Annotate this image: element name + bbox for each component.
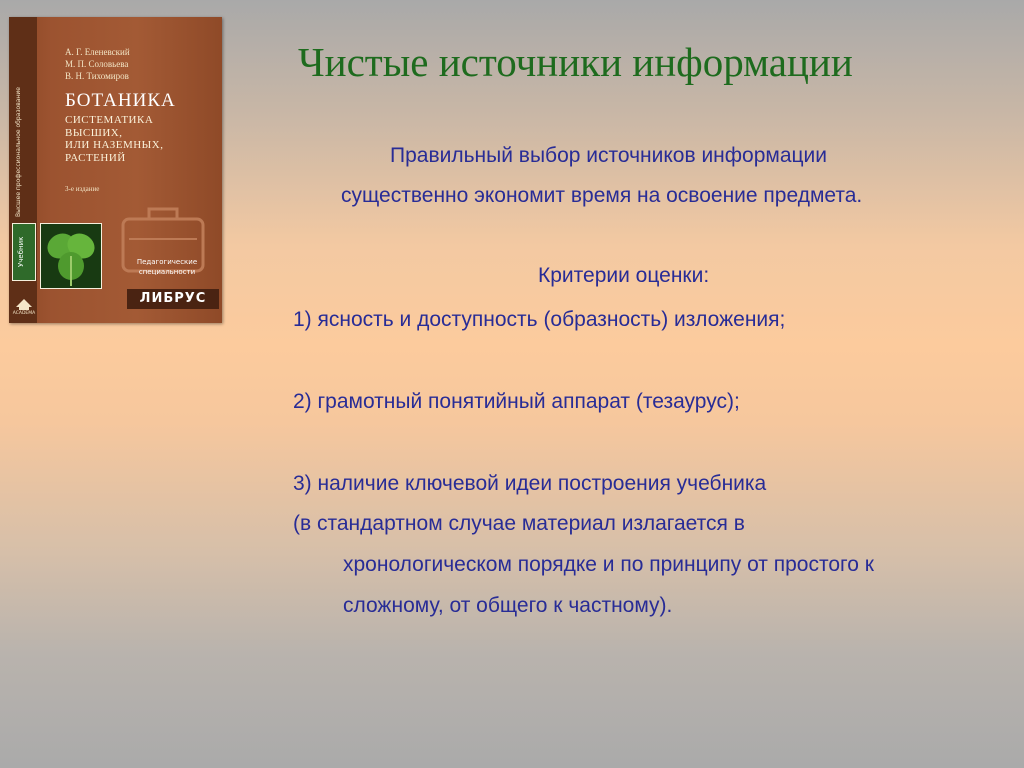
note-line: (в стандартном случае материал излагается в (293, 512, 745, 535)
criteria-item: 2) грамотный понятийный аппарат (тезаурус); (293, 390, 740, 413)
book-author: А. Г. Еленевский (65, 47, 130, 57)
book-spine-text: Высшее профессиональное образование (15, 87, 22, 217)
intro-line: Правильный выбор источников информации (390, 144, 828, 167)
clover-leaf-icon (40, 223, 102, 289)
book-subtitle-line: РАСТЕНИЙ (65, 151, 126, 164)
criteria-heading: Критерии оценки: (538, 264, 710, 287)
book-series (117, 257, 217, 277)
book-authors (65, 46, 215, 82)
book-series-line: специальности (138, 268, 196, 276)
book-author: М. П. Соловьева (65, 59, 129, 69)
slide-title: Чистые источники информации (298, 39, 853, 85)
book-subtitle (65, 114, 215, 164)
criteria-item: 1) ясность и доступность (образность) изложения; (293, 308, 786, 331)
book-cover-image (9, 17, 222, 323)
book-title: БОТАНИКА (65, 90, 176, 111)
book-spine-label: Учебник (17, 236, 25, 267)
book-author: В. Н. Тихомиров (65, 71, 129, 81)
note-line: сложному, от общего к частному). (343, 594, 673, 617)
book-subtitle-line: ВЫСШИХ, (65, 126, 123, 139)
intro-line: существенно экономит время на освоение предмета. (341, 184, 863, 207)
publisher-logo-text: ACADEMA (12, 311, 36, 316)
book-subtitle-line: ИЛИ НАЗЕМНЫХ, (65, 139, 164, 151)
book-series-line: Педагогические (136, 258, 198, 266)
criteria-item: 3) наличие ключевой идеи построения учебника (293, 472, 767, 495)
book-subtitle-line: СИСТЕМАТИКА (65, 114, 154, 126)
librus-watermark: ЛИБРУС (127, 289, 219, 309)
book-edition: 3-е издание (65, 185, 100, 193)
note-line: хронологическом порядке и по принципу от простого к (343, 553, 874, 576)
